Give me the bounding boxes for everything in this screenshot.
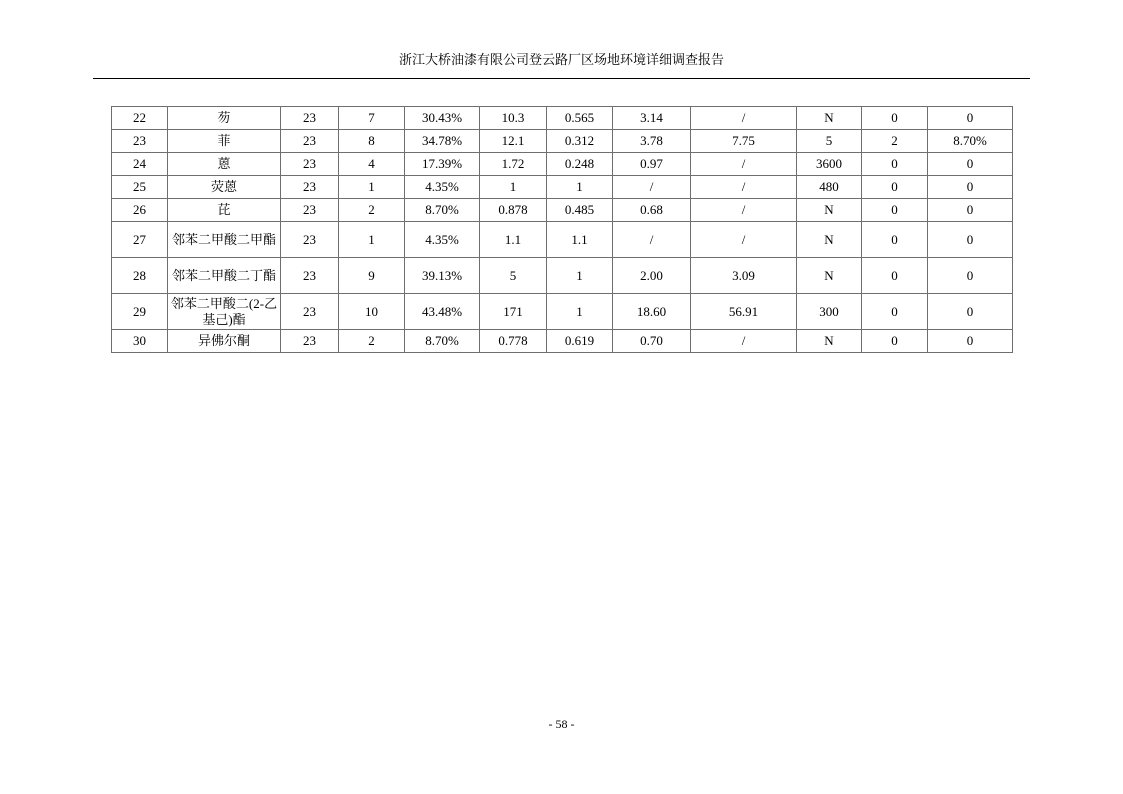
table-row: [112, 199, 1013, 222]
table-cell: 0: [862, 258, 928, 294]
table-cell: 芘: [168, 199, 281, 222]
table-cell: 0: [862, 176, 928, 199]
table-row: [112, 130, 1013, 153]
table-cell: /: [613, 176, 691, 199]
table-cell: N: [797, 222, 862, 258]
table-cell: 39.13%: [405, 258, 480, 294]
table-cell: 4: [339, 153, 405, 176]
table-cell: 0: [862, 294, 928, 330]
table-cell: 4.35%: [405, 222, 480, 258]
table-cell: 5: [480, 258, 547, 294]
table-cell: 1: [339, 222, 405, 258]
table-cell: 43.48%: [405, 294, 480, 330]
table-cell: 23: [281, 330, 339, 353]
table-cell: 1: [547, 176, 613, 199]
table-row: [112, 176, 1013, 199]
table-cell: 24: [112, 153, 168, 176]
table-cell: 0: [928, 107, 1013, 130]
data-table: [111, 106, 1013, 353]
table-cell: 邻苯二甲酸二(2-乙基己)酯: [168, 294, 281, 330]
table-cell: 18.60: [613, 294, 691, 330]
table-cell: 2: [862, 130, 928, 153]
table-row: [112, 153, 1013, 176]
table-cell: 0: [928, 153, 1013, 176]
table-cell: 30.43%: [405, 107, 480, 130]
table-cell: 0.778: [480, 330, 547, 353]
header-rule: [93, 78, 1030, 79]
table-cell: 3.14: [613, 107, 691, 130]
table-cell: /: [691, 107, 797, 130]
table-cell: 26: [112, 199, 168, 222]
table-row: [112, 107, 1013, 130]
table-cell: N: [797, 199, 862, 222]
table-cell: 300: [797, 294, 862, 330]
table-cell: 10: [339, 294, 405, 330]
table-body: [112, 107, 1013, 353]
table-cell: 0.565: [547, 107, 613, 130]
table-cell: 菲: [168, 130, 281, 153]
table-cell: 171: [480, 294, 547, 330]
table-cell: 0: [862, 199, 928, 222]
table-cell: 29: [112, 294, 168, 330]
table-cell: 0.70: [613, 330, 691, 353]
table-cell: 2: [339, 199, 405, 222]
table-cell: 8: [339, 130, 405, 153]
table-cell: 34.78%: [405, 130, 480, 153]
table-cell: 3600: [797, 153, 862, 176]
table-cell: 23: [281, 153, 339, 176]
table-cell: 30: [112, 330, 168, 353]
table-cell: 0: [862, 107, 928, 130]
table-cell: 1.1: [480, 222, 547, 258]
table-cell: 23: [281, 107, 339, 130]
table-cell: 23: [112, 130, 168, 153]
table-cell: 1: [339, 176, 405, 199]
table-cell: /: [691, 222, 797, 258]
table-row: [112, 222, 1013, 258]
table-cell: 0.68: [613, 199, 691, 222]
table-cell: 0: [862, 222, 928, 258]
table-cell: 7: [339, 107, 405, 130]
table-cell: 2.00: [613, 258, 691, 294]
table-cell: 56.91: [691, 294, 797, 330]
table-cell: 0.485: [547, 199, 613, 222]
table-cell: 0: [928, 199, 1013, 222]
table-cell: 0.248: [547, 153, 613, 176]
table-cell: N: [797, 258, 862, 294]
table-cell: 23: [281, 176, 339, 199]
table-cell: 蒽: [168, 153, 281, 176]
table-cell: 邻苯二甲酸二甲酯: [168, 222, 281, 258]
table-cell: 23: [281, 258, 339, 294]
header-title: 浙江大桥油漆有限公司登云路厂区场地环境详细调查报告: [398, 52, 724, 67]
table-cell: 2: [339, 330, 405, 353]
table-cell: 0: [862, 330, 928, 353]
table-cell: 22: [112, 107, 168, 130]
table-cell: 27: [112, 222, 168, 258]
table-cell: 12.1: [480, 130, 547, 153]
table-cell: 10.3: [480, 107, 547, 130]
table-cell: 0.97: [613, 153, 691, 176]
table-cell: 9: [339, 258, 405, 294]
table-cell: 7.75: [691, 130, 797, 153]
table-cell: N: [797, 107, 862, 130]
table-cell: 1: [547, 294, 613, 330]
table-cell: 异佛尔酮: [168, 330, 281, 353]
table-cell: 0: [862, 153, 928, 176]
table-cell: 邻苯二甲酸二丁酯: [168, 258, 281, 294]
table-cell: 1.1: [547, 222, 613, 258]
table-cell: 25: [112, 176, 168, 199]
table-cell: /: [613, 222, 691, 258]
table-cell: 5: [797, 130, 862, 153]
table-cell: 28: [112, 258, 168, 294]
table-cell: 3.78: [613, 130, 691, 153]
table-row: [112, 330, 1013, 353]
table-cell: 0.878: [480, 199, 547, 222]
table-cell: 23: [281, 130, 339, 153]
table-cell: /: [691, 153, 797, 176]
table-cell: 1: [547, 258, 613, 294]
table-cell: N: [797, 330, 862, 353]
table-cell: 0: [928, 294, 1013, 330]
table-cell: 0: [928, 330, 1013, 353]
table-cell: 23: [281, 199, 339, 222]
table-cell: 0: [928, 176, 1013, 199]
table-cell: 23: [281, 294, 339, 330]
table-row: [112, 258, 1013, 294]
table-cell: 8.70%: [405, 330, 480, 353]
table-cell: /: [691, 176, 797, 199]
table-cell: 8.70%: [928, 130, 1013, 153]
table-cell: 1: [480, 176, 547, 199]
table-cell: 3.09: [691, 258, 797, 294]
page-number: - 58 -: [548, 717, 575, 731]
table-cell: 1.72: [480, 153, 547, 176]
table-cell: 0: [928, 258, 1013, 294]
table-cell: 17.39%: [405, 153, 480, 176]
table-cell: 23: [281, 222, 339, 258]
table-cell: /: [691, 199, 797, 222]
table-cell: 0.619: [547, 330, 613, 353]
table-cell: 0.312: [547, 130, 613, 153]
table-cell: 芴: [168, 107, 281, 130]
table-cell: 480: [797, 176, 862, 199]
table-cell: 荧蒽: [168, 176, 281, 199]
table-cell: 0: [928, 222, 1013, 258]
table-row: [112, 294, 1013, 330]
table-cell: /: [691, 330, 797, 353]
table-cell: 4.35%: [405, 176, 480, 199]
table-cell: 8.70%: [405, 199, 480, 222]
